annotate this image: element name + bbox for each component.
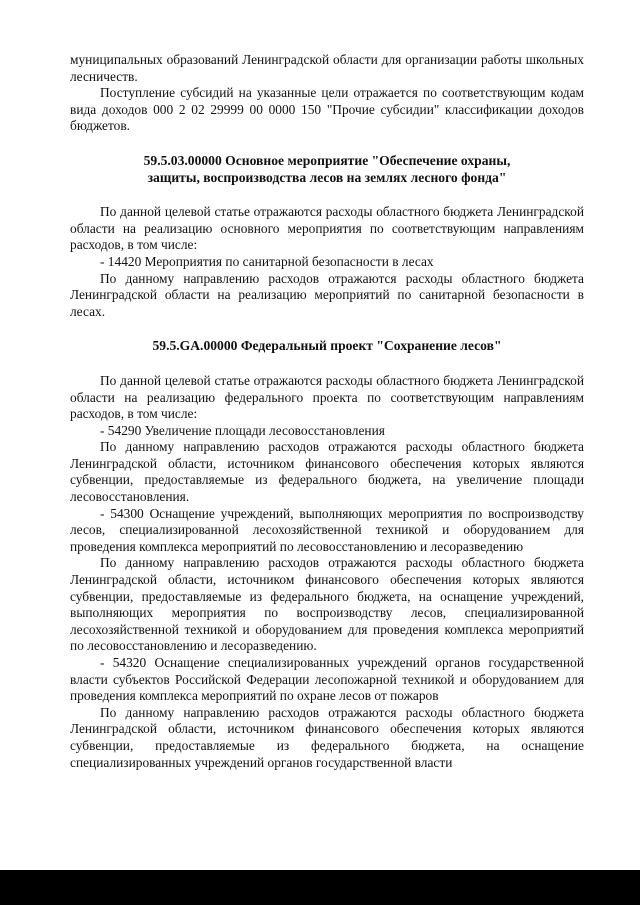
list-item-54320: - 54320 Оснащение специализированных учреждений органов государственной власти субъектов Российской Федерации лесопожарной техникой и оборудованием для проведения комплекса мероприятий по охране лесов от пожаров	[70, 655, 584, 704]
list-item-14420: - 14420 Мероприятия по санитарной безопасности в лесах	[100, 253, 434, 269]
section-heading-line-1: 59.5.03.00000 Основное мероприятие "Обеспечение охраны,	[143, 152, 511, 168]
scan-bottom-border	[0, 870, 640, 905]
paragraph-12: По данному направлению расходов отражаются расходы областного бюджета Ленинградской области, источником финансового обеспечения которых являются субвенции, предоставляемые из федерального бюджета, на оснащение специализированных учреждений органов государственной власти	[70, 704, 584, 770]
section-heading-line-2: защиты, воспроизводства лесов на землях лесного фонда"	[147, 169, 507, 185]
paragraph-2: Поступление субсидий на указанные цели отражается по соответствующим кодам вида доходов 000 2 02 29999 00 0000 150 "Прочие субсидии" классификации доходов бюджетов.	[70, 85, 584, 134]
paragraph-8: По данному направлению расходов отражаются расходы областного бюджета Ленинградской области, источником финансового обеспечения которых являются субвенции, предоставляемые из федерального бюджета, на увеличение площади лесовосстановления.	[70, 439, 584, 505]
document-page	[70, 52, 584, 771]
paragraph-10: По данному направлению расходов отражаются расходы областного бюджета Ленинградской области, источником финансового обеспечения которых являются субвенции, предоставляемые из федерального бюджета, на оснащение учреждений, выполняющих мероприятия по воспроизводству лесов, специализированной лесохозяйственной техникой и оборудованием для проведения комплекса мероприятий по лесовосстановлению и лесоразведению.	[70, 555, 584, 654]
list-item-54300: - 54300 Оснащение учреждений, выполняющих мероприятия по воспроизводству лесов, специализированной лесохозяйственной техникой и оборудованием для проведения комплекса мероприятий по лесовосстановлению и лесоразведению	[70, 505, 584, 554]
section-heading-federal-project: 59.5.GA.00000 Федеральный проект "Сохранение лесов"	[152, 338, 502, 354]
paragraph-1: муниципальных образований Ленинградской области для организации работы школьных лесничеств.	[70, 52, 584, 84]
paragraph-6: По данной целевой статье отражаются расходы областного бюджета Ленинградской области на реализацию федерального проекта по соответствующим направлениям расходов, в том числе:	[70, 372, 584, 422]
list-item-54290: - 54290 Увеличение площади лесовосстановления	[100, 422, 385, 438]
paragraph-3: По данной целевой статье отражаются расходы областного бюджета Ленинградской области на реализацию основного мероприятия по соответствующим направлениям расходов, в том числе:	[70, 204, 584, 253]
paragraph-5: По данному направлению расходов отражаются расходы областного бюджета Ленинградской области на реализацию мероприятий по санитарной безопасности в лесах.	[70, 270, 584, 319]
